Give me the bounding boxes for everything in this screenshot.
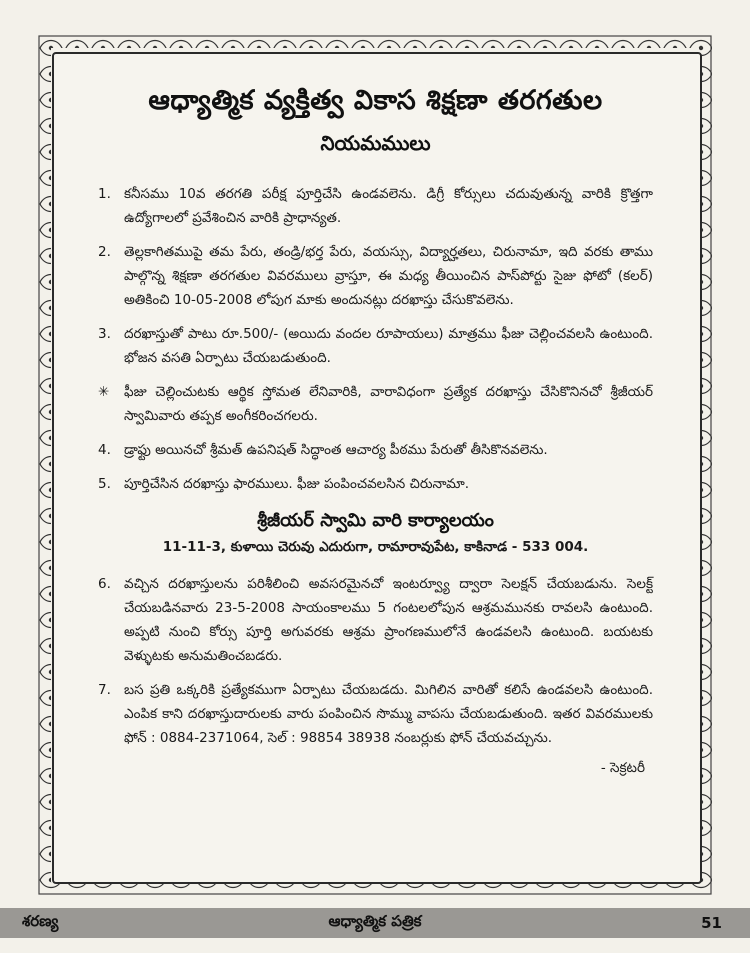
footer-section-title: ఆధ్యాత్మిక పత్రిక xyxy=(328,912,422,930)
rule-text: పూర్తిచేసిన దరఖాస్తు ఫారములు. ఫీజు పంపించవలసిన చిరునామా. xyxy=(124,476,470,492)
page-subtitle: నియమములు xyxy=(320,131,431,155)
rule-item xyxy=(98,572,653,668)
rule-text: ఫీజు చెల్లించుటకు ఆర్థిక స్తోమత లేనివారికి, వారావిధంగా ప్రత్యేక దరఖాస్తు చేసికొనినచో శ్రీజీయర్ స్వామివారు తప్పక అంగీకరించగలరు. xyxy=(124,384,653,424)
rule-number: 1. xyxy=(98,186,111,202)
rule-item xyxy=(98,438,653,462)
rule-number: 2. xyxy=(98,244,111,260)
office-address: 11-11-3, కుళాయి చెరువు ఎదురుగా, రామారావుపేట, కాకినాడ - 533 004. xyxy=(162,539,589,555)
rule-item xyxy=(98,182,653,230)
rule-item xyxy=(98,472,653,496)
rule-number: 6. xyxy=(98,576,111,592)
asterisk-icon: ✳ xyxy=(98,384,110,400)
content-area xyxy=(98,85,653,779)
office-title: శ్రీజీయర్ స్వామి వారి కార్యాలయం xyxy=(257,510,494,531)
signature: - సెక్రటరీ xyxy=(600,760,645,776)
page-title: ఆధ్యాత్మిక వ్యక్తిత్వ వికాస శిక్షణా తరగతుల xyxy=(148,85,603,116)
rules-list-a xyxy=(98,182,653,496)
rule-text: తెల్లకాగితముపై తమ పేరు, తండ్రి/భర్త పేరు, వయస్సు, విద్యార్హతలు, చిరునామా, ఇది వరకు తాము పాల్గొన్న శిక్షణా తరగతుల వివరములు వ్రాస్తూ, ఈ మధ్య తీయించిన పాస్‌పోర్టు సైజు ఫోటో (కలర్) అతికించి 10-05-2008 లోపుగ మాకు అందునట్లు దరఖాస్తు చేసుకొవలెను. xyxy=(124,244,653,308)
page-number: 51 xyxy=(701,914,722,932)
rule-number: 4. xyxy=(98,442,111,458)
rule-text: దరఖాస్తుతో పాటు రూ.500/- (అయిదు వందల రూపాయలు) మాత్రము ఫీజు చెల్లించవలసి ఉంటుంది. భోజన వసతి ఏర్పాటు చేయబడుతుంది. xyxy=(124,326,653,366)
rules-list-b xyxy=(98,572,653,750)
rule-text: వచ్చిన దరఖాస్తులను పరిశీలించి అవసరమైనచో ఇంటర్వ్యూ ద్వారా సెలక్షన్ చేయబడును. సెలక్ట్ చేయబడినవారు 23-5-2008 సాయంకాలము 5 గంటలలోపున ఆశ్రమమునకు రావలసి ఉంటుంది. అప్పటి నుంచి కోర్సు పూర్తి అగువరకు ఆశ్రమ ప్రాంగణములోనే ఉండవలసి ఉంటుంది. బయటకు వెళ్ళుటకు అనుమతించబడరు. xyxy=(124,576,653,664)
rule-number: 3. xyxy=(98,326,111,342)
rule-item xyxy=(98,322,653,370)
rule-text: డ్రాఫ్టు అయినచో శ్రీమత్ ఉపనిషత్ సిద్ధాంత ఆచార్య పీఠము పేరుతో తీసికొనవలెను. xyxy=(124,442,548,458)
rule-text: బస ప్రతి ఒక్కరికి ప్రత్యేకముగా ఏర్పాటు చేయబడదు. మిగిలిన వారితో కలిసే ఉండవలసి ఉంటుంది. ఎంపిక కాని దరఖాస్తుదారులకు వారు పంపించిన సొమ్ము వాపసు చేయబడుతుంది. ఇతర వివరములకు ఫోన్ : 0884-2371064, సెల్ : 98854 38938 నంబర్లుకు ఫోన్ చేయవచ్చును. xyxy=(124,682,653,746)
page-footer xyxy=(0,908,750,938)
footer-magazine-name: శరణ్య xyxy=(22,912,59,930)
rule-number: 7. xyxy=(98,682,111,698)
rule-item xyxy=(98,240,653,312)
rule-item xyxy=(98,678,653,750)
rule-number: 5. xyxy=(98,476,111,492)
rule-note xyxy=(98,380,653,428)
rule-text: కనీసము 10వ తరగతి పరీక్ష పూర్తిచేసి ఉండవలెను. డిగ్రీ కోర్సులు చదువుతున్న వారికి క్రొత్తగా ఉద్యోగాలలో ప్రవేశించిన వారికి ప్రాధాన్యత. xyxy=(124,186,653,226)
